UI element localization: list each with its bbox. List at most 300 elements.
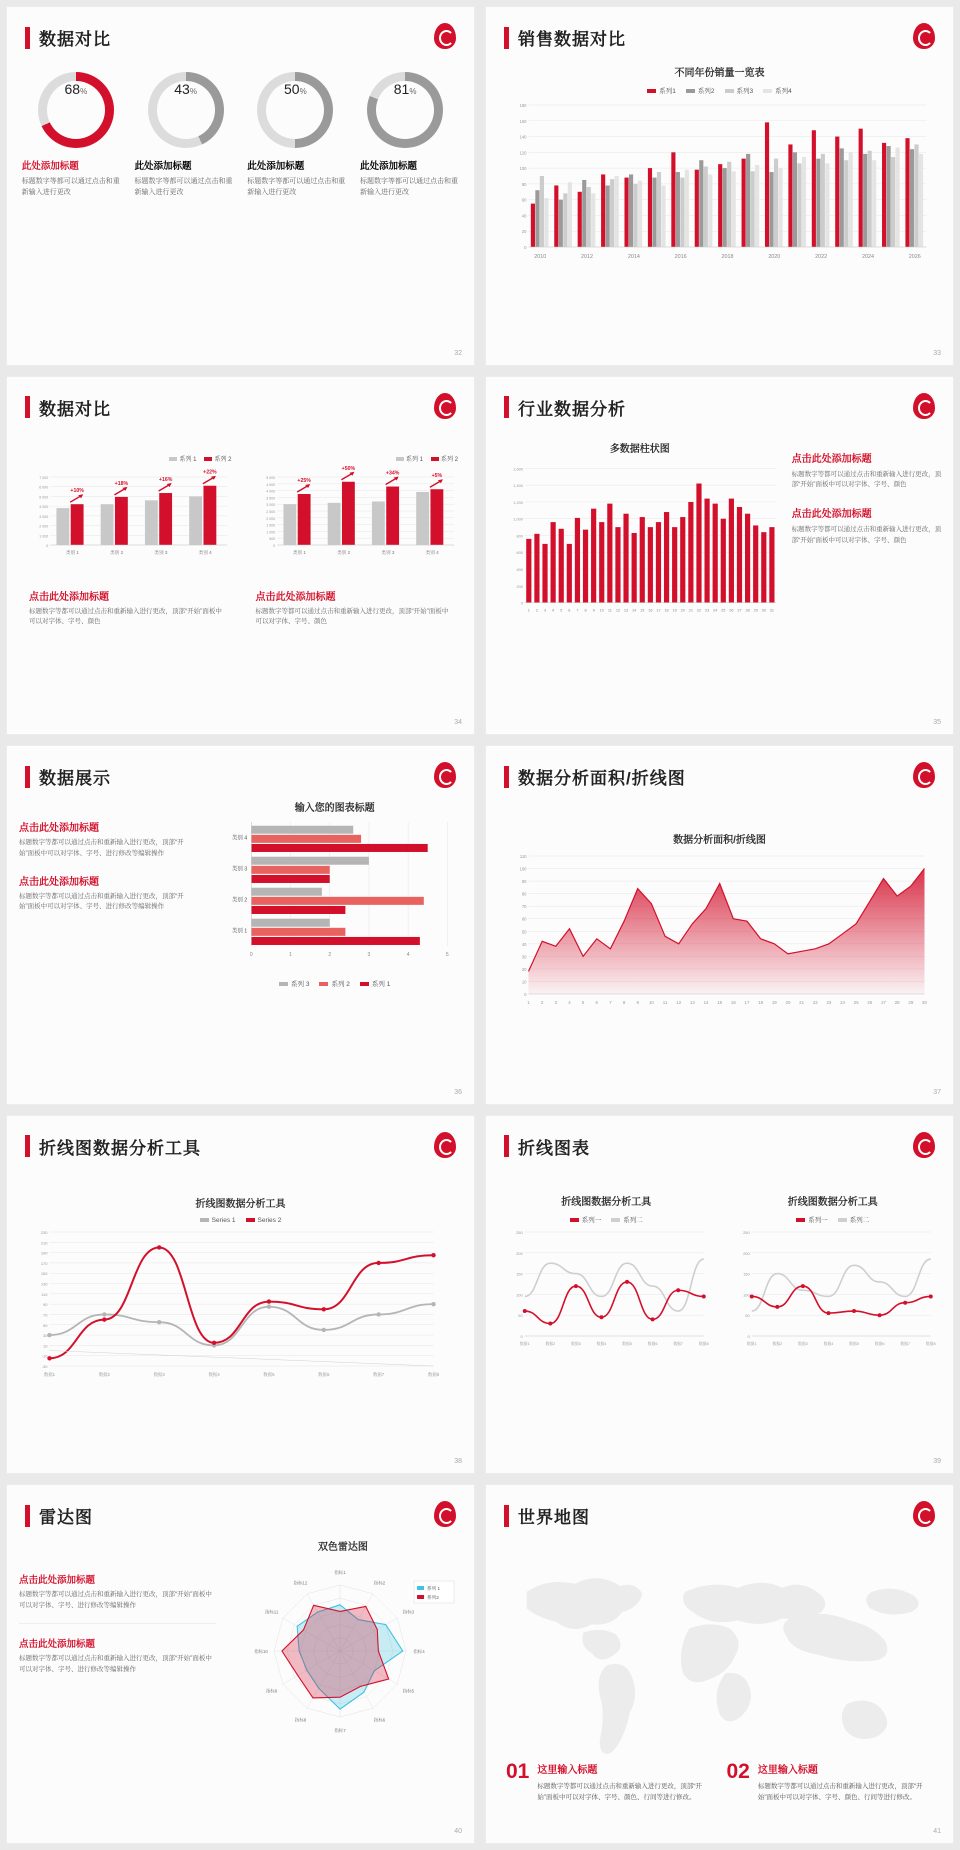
brand-logo-icon: [434, 762, 456, 788]
text-block: [244, 584, 465, 628]
svg-text:3: 3: [367, 952, 371, 959]
slide-38: [6, 1115, 475, 1475]
svg-text:指标7: 指标7: [334, 1728, 346, 1734]
legend-label: 系列一: [581, 1216, 602, 1224]
svg-text:24: 24: [840, 1000, 846, 1006]
svg-text:数据3: 数据3: [797, 1341, 808, 1346]
block-heading: 点击此处添加标题: [19, 823, 99, 835]
svg-text:30: 30: [922, 1000, 927, 1006]
legend-item: [360, 979, 390, 988]
chart-panel: [220, 1532, 466, 1753]
svg-text:数据5: 数据5: [848, 1341, 859, 1346]
callout-body: 标题数字等都可以通过点击和重新输入进行更改，顶部“开始”面板中可以对字体、字号、颜色、行间等进行修改。: [537, 1782, 703, 1801]
donut-value: 43: [174, 81, 190, 97]
svg-text:400: 400: [516, 567, 523, 572]
svg-text:11: 11: [607, 607, 612, 612]
page-number: 32: [454, 349, 462, 357]
legend-item: [570, 1215, 602, 1224]
svg-text:5 000: 5 000: [39, 495, 49, 500]
svg-text:+22%: +22%: [203, 469, 217, 476]
svg-text:数据8: 数据8: [698, 1341, 709, 1346]
svg-text:7: 7: [609, 1000, 612, 1006]
slide-33-header: [486, 7, 953, 50]
svg-text:1,000: 1,000: [513, 517, 523, 522]
svg-text:5: 5: [560, 607, 563, 612]
caption-heading: 此处添加标题: [134, 161, 192, 172]
svg-text:类别 1: 类别 1: [232, 928, 248, 935]
svg-text:类别 1: 类别 1: [65, 549, 79, 555]
legend-label: 系列 1: [405, 456, 423, 463]
callout-item: [727, 1761, 934, 1803]
caption-heading: 此处添加标题: [21, 161, 79, 172]
svg-text:26: 26: [867, 1000, 873, 1006]
donut-chart: [257, 72, 333, 148]
svg-text:190: 190: [40, 1250, 48, 1256]
donut-unit: %: [189, 87, 197, 96]
svg-text:4 000: 4 000: [265, 489, 275, 494]
slide-39-header: [486, 1116, 953, 1159]
svg-text:类别 4: 类别 4: [232, 835, 248, 842]
legend-label: 系列 1: [371, 981, 391, 989]
caption-body: 标题数字等都可以通过点击和重新输入进行更改: [134, 178, 233, 196]
svg-text:20: 20: [785, 1000, 791, 1006]
svg-text:22: 22: [696, 607, 702, 612]
svg-text:23: 23: [826, 1000, 832, 1006]
slide-37-header: [486, 746, 953, 789]
svg-text:100: 100: [519, 166, 527, 172]
svg-text:+5%: +5%: [431, 472, 442, 479]
svg-text:800: 800: [516, 534, 523, 539]
svg-text:+50%: +50%: [341, 465, 355, 472]
svg-text:指标6: 指标6: [373, 1717, 386, 1723]
legend-label: Series 2: [257, 1216, 282, 1224]
svg-text:1: 1: [289, 952, 293, 959]
donut-chart: [38, 72, 114, 148]
page-title: 折线图数据分析工具: [39, 1138, 201, 1158]
svg-text:110: 110: [519, 854, 527, 860]
svg-text:10: 10: [599, 607, 604, 612]
chart-title: 折线图数据分析工具: [787, 1196, 878, 1208]
svg-text:12: 12: [615, 607, 621, 612]
svg-text:0: 0: [250, 952, 254, 959]
legend-item: [838, 1215, 870, 1224]
line-chart: [723, 1224, 944, 1374]
svg-text:数据6: 数据6: [318, 1371, 330, 1377]
legend-label: 系列 2: [214, 456, 232, 463]
svg-text:+16%: +16%: [158, 476, 173, 483]
title-accent-bar: [504, 1135, 509, 1157]
svg-text:3: 3: [543, 607, 547, 612]
slide-39: [485, 1115, 954, 1475]
area-chart: [486, 846, 953, 1036]
legend-item: [169, 454, 196, 463]
svg-text:50: 50: [43, 1322, 48, 1328]
svg-text:40: 40: [521, 213, 527, 219]
svg-text:数据1: 数据1: [519, 1341, 530, 1346]
svg-text:2 500: 2 500: [265, 509, 275, 514]
svg-text:50: 50: [744, 1312, 750, 1318]
page-number: 39: [933, 1458, 941, 1466]
svg-text:5: 5: [581, 1000, 585, 1006]
chart-title: 折线图数据分析工具: [561, 1196, 652, 1208]
svg-text:8: 8: [622, 1000, 626, 1006]
svg-text:4: 4: [552, 607, 555, 612]
slide-36: [6, 745, 475, 1105]
svg-text:13: 13: [623, 607, 629, 612]
svg-text:25: 25: [721, 607, 726, 612]
svg-text:2024: 2024: [861, 254, 874, 260]
svg-text:数据7: 数据7: [373, 1371, 385, 1377]
svg-text:4 000: 4 000: [39, 504, 49, 509]
block-body: 标题数字等都可以通过点击和重新输入进行更改，顶部“开始”面板中可以对字体、字号、进行修改等编辑操作: [19, 1590, 216, 1624]
svg-text:1 000: 1 000: [39, 533, 49, 538]
svg-text:3 500: 3 500: [265, 495, 275, 500]
brand-logo-icon: [434, 393, 456, 419]
chart-legend: [486, 86, 953, 95]
svg-text:0: 0: [272, 543, 275, 548]
svg-text:130: 130: [40, 1281, 48, 1287]
legend-item: [279, 979, 309, 988]
svg-text:230: 230: [40, 1229, 48, 1235]
svg-text:31: 31: [769, 607, 775, 612]
slide-32: [6, 6, 475, 366]
page-number: 36: [454, 1088, 462, 1096]
svg-text:3: 3: [554, 1000, 558, 1006]
page-number: 35: [933, 719, 941, 727]
svg-text:16: 16: [730, 1000, 736, 1006]
chart-legend: [244, 454, 465, 463]
svg-text:数据6: 数据6: [874, 1341, 884, 1346]
svg-text:3 000: 3 000: [39, 514, 49, 519]
svg-text:12: 12: [676, 1000, 682, 1006]
svg-text:2018: 2018: [721, 254, 734, 260]
svg-text:0: 0: [46, 543, 49, 548]
svg-text:1 000: 1 000: [265, 529, 275, 534]
svg-text:26: 26: [729, 607, 734, 612]
svg-text:指标5: 指标5: [402, 1688, 414, 1694]
chart-legend: [205, 979, 464, 988]
page-number: 34: [454, 719, 462, 727]
donut-unit: %: [299, 87, 307, 96]
svg-text:180: 180: [519, 103, 527, 108]
chart-legend: [723, 1215, 944, 1224]
legend-label: 系列二: [849, 1216, 870, 1224]
svg-text:0: 0: [747, 1333, 750, 1339]
chart-title: 输入您的图表标题: [294, 803, 375, 815]
legend-item: [796, 1215, 828, 1224]
callout-number: 02: [726, 1759, 750, 1783]
svg-text:数据7: 数据7: [673, 1341, 684, 1346]
svg-text:数据7: 数据7: [899, 1341, 910, 1346]
callout-body: 标题数字等都可以通过点击和重新输入进行更改，顶部“开始”面板中可以对字体、字号、颜色、行间等进行修改。: [757, 1782, 923, 1801]
svg-text:+34%: +34%: [385, 470, 399, 477]
bar-chart: [496, 455, 784, 640]
svg-text:数据2: 数据2: [545, 1341, 556, 1346]
svg-text:200: 200: [742, 1250, 750, 1256]
svg-text:160: 160: [519, 118, 527, 124]
svg-text:11: 11: [662, 1000, 668, 1006]
title-accent-bar: [25, 766, 30, 788]
title-accent-bar: [25, 27, 30, 49]
svg-text:2012: 2012: [581, 254, 594, 260]
svg-text:40: 40: [521, 942, 527, 948]
chart-legend: [17, 454, 238, 463]
svg-text:20: 20: [521, 967, 527, 973]
legend-item: [725, 86, 754, 95]
svg-text:2 000: 2 000: [265, 516, 275, 521]
block-heading: 点击此处添加标题: [255, 591, 336, 603]
legend-item: [763, 86, 792, 95]
svg-text:4: 4: [568, 1000, 571, 1006]
svg-text:19: 19: [672, 607, 677, 612]
title-accent-bar: [25, 1135, 30, 1157]
svg-text:1 500: 1 500: [265, 523, 275, 528]
svg-text:23: 23: [704, 607, 710, 612]
svg-text:数据3: 数据3: [153, 1371, 165, 1377]
svg-text:1,600: 1,600: [513, 466, 523, 471]
svg-text:系列 1: 系列 1: [426, 1586, 440, 1592]
svg-text:1,200: 1,200: [513, 500, 523, 505]
caption-heading: 此处添加标题: [360, 161, 418, 172]
chart-title: 双色雷达图: [317, 1542, 368, 1554]
chart-panel-right: [244, 454, 465, 578]
brand-logo-icon: [913, 1501, 935, 1527]
bar-chart: [17, 463, 238, 573]
svg-text:指标3: 指标3: [402, 1609, 414, 1615]
svg-text:17: 17: [744, 1000, 750, 1006]
svg-text:数据5: 数据5: [263, 1371, 275, 1377]
svg-text:2010: 2010: [534, 254, 547, 260]
page-number: 33: [933, 349, 941, 357]
page-title: 雷达图: [39, 1508, 93, 1528]
legend-label: 系列4: [775, 88, 792, 95]
caption-body: 标题数字等都可以通过点击和重新输入进行更改: [21, 178, 120, 196]
page-title: 折线图表: [518, 1138, 590, 1158]
caption-heading: 此处添加标题: [247, 161, 305, 172]
text-panel: [19, 1532, 216, 1753]
brand-logo-icon: [913, 23, 935, 49]
chart-legend: [7, 1217, 474, 1224]
svg-text:6: 6: [595, 1000, 599, 1006]
page-title: 世界地图: [518, 1508, 590, 1528]
chart-panel: [205, 793, 464, 988]
legend-item: [611, 1215, 643, 1224]
svg-text:50: 50: [518, 1312, 523, 1318]
svg-text:2014: 2014: [627, 254, 640, 260]
svg-text:0: 0: [520, 1333, 523, 1339]
svg-text:600: 600: [516, 550, 523, 555]
legend-label: Series 1: [211, 1216, 236, 1224]
svg-text:200: 200: [516, 1250, 523, 1256]
svg-text:9: 9: [592, 607, 595, 612]
svg-text:数据4: 数据4: [208, 1371, 220, 1377]
block-body: 标题数字等都可以通过点击和重新输入进行更改，顶部“开始”面板中可以对字体、字号、进行修改等编辑操作: [19, 839, 184, 857]
caption-item: [247, 158, 346, 199]
slide-40: [6, 1484, 475, 1844]
block-body: 标题数字等都可以通过点击和重新输入进行更改，顶部“开始”面板中可以对字体、字号、进行修改等编辑操作: [19, 892, 184, 911]
svg-text:5 000: 5 000: [265, 475, 275, 480]
svg-text:50: 50: [521, 929, 527, 935]
block-heading: 点击此处添加标题: [791, 453, 872, 465]
slide-33: [485, 6, 954, 366]
donut-captions: [7, 148, 474, 199]
svg-text:2016: 2016: [674, 254, 687, 260]
svg-text:+18%: +18%: [114, 480, 129, 487]
slide-35-header: [486, 377, 953, 420]
svg-text:1: 1: [527, 1000, 530, 1006]
svg-text:系列2: 系列2: [426, 1595, 439, 1601]
svg-text:类别 3: 类别 3: [380, 549, 394, 555]
svg-text:14: 14: [703, 1000, 709, 1006]
brand-logo-icon: [913, 762, 935, 788]
svg-text:25: 25: [853, 1000, 859, 1006]
svg-text:数据5: 数据5: [622, 1341, 632, 1346]
title-accent-bar: [504, 396, 509, 418]
block-body: 标题数字等都可以通过点击和重新输入进行更改，顶部“开始”面板中可以对字体、字号、颜色: [791, 470, 942, 489]
svg-text:2026: 2026: [908, 254, 921, 260]
text-panel: [792, 426, 943, 645]
block-heading: 点击此处添加标题: [19, 1639, 96, 1651]
bar-chart: [486, 95, 953, 285]
svg-text:120: 120: [519, 150, 527, 156]
caption-item: [360, 158, 459, 199]
title-accent-bar: [504, 766, 509, 788]
svg-text:30: 30: [43, 1332, 48, 1338]
block-body: 标题数字等都可以通过点击和重新输入进行更改，顶部“开始”面板中可以对字体、字号、颜色: [791, 526, 942, 544]
chart-title: 数据分析面积/折线图: [673, 835, 766, 847]
svg-text:类别 4: 类别 4: [198, 549, 212, 555]
svg-text:指标8: 指标8: [294, 1717, 307, 1723]
svg-text:90: 90: [521, 879, 527, 885]
caption-body: 标题数字等都可以通过点击和重新输入进行更改: [247, 178, 346, 196]
svg-text:10: 10: [648, 1000, 654, 1006]
svg-text:250: 250: [516, 1229, 523, 1235]
page-title: 数据对比: [39, 399, 111, 419]
page-number: 40: [454, 1828, 462, 1835]
caption-body: 标题数字等都可以通过点击和重新输入进行更改: [360, 178, 459, 196]
legend-item: [319, 979, 349, 988]
donut-row: [7, 50, 474, 148]
legend-item: [686, 86, 715, 95]
slide-34: [6, 376, 475, 736]
svg-text:6: 6: [568, 607, 571, 612]
svg-text:2: 2: [535, 607, 538, 612]
legend-item: [396, 454, 423, 463]
svg-text:数据2: 数据2: [771, 1341, 782, 1346]
svg-text:14: 14: [632, 607, 637, 612]
page-title: 数据分析面积/折线图: [518, 769, 686, 789]
svg-text:5: 5: [446, 952, 450, 959]
svg-text:10: 10: [43, 1343, 48, 1349]
svg-text:1: 1: [527, 607, 530, 612]
svg-text:80: 80: [521, 181, 527, 187]
svg-text:170: 170: [40, 1260, 48, 1266]
title-accent-bar: [504, 1505, 509, 1527]
svg-text:-30: -30: [41, 1363, 48, 1369]
chart-panel-right: [723, 1173, 944, 1379]
svg-text:数据4: 数据4: [823, 1341, 833, 1346]
legend-label: 系列3: [736, 88, 754, 95]
chart-panel: [496, 426, 784, 645]
svg-text:7 000: 7 000: [39, 475, 49, 480]
svg-text:数据3: 数据3: [571, 1341, 581, 1346]
svg-text:8: 8: [584, 607, 587, 612]
svg-text:29: 29: [908, 1000, 914, 1006]
block-body: 标题数字等都可以通过点击和重新输入进行更改，顶部“开始”面板中可以对字体、字号、进行修改等编辑操作: [19, 1655, 212, 1673]
svg-text:24: 24: [713, 607, 718, 612]
chart-title: 多数据柱状图: [609, 443, 670, 455]
horizontal-bar-chart: [205, 814, 464, 974]
legend-item: [204, 454, 231, 463]
svg-text:类别 3: 类别 3: [154, 549, 168, 555]
block-heading: 点击此处添加标题: [19, 876, 99, 888]
svg-text:150: 150: [516, 1271, 523, 1277]
page-title: 行业数据分析: [518, 399, 626, 419]
svg-text:60: 60: [521, 197, 527, 203]
legend-label: 系列2: [697, 88, 715, 95]
svg-text:指标12: 指标12: [293, 1580, 308, 1586]
slide-36-header: [7, 746, 474, 789]
legend-label: 系列 2: [331, 981, 350, 989]
svg-text:110: 110: [41, 1291, 48, 1297]
svg-text:250: 250: [742, 1229, 750, 1235]
svg-text:2022: 2022: [815, 254, 828, 260]
donut-value: 50: [284, 81, 300, 97]
page-number: 38: [454, 1458, 462, 1466]
svg-text:6 000: 6 000: [39, 485, 49, 490]
svg-text:2: 2: [328, 952, 332, 959]
svg-text:18: 18: [758, 1000, 764, 1006]
svg-text:类别 4: 类别 4: [425, 549, 439, 555]
svg-text:27: 27: [737, 607, 742, 612]
page-title: 数据对比: [39, 30, 111, 49]
slide-34-header: [7, 377, 474, 420]
svg-text:类别 3: 类别 3: [232, 866, 248, 873]
legend-label: 系列1: [659, 88, 676, 95]
block-heading: 点击此处添加标题: [19, 1575, 96, 1587]
legend-item: [200, 1217, 236, 1224]
svg-text:150: 150: [40, 1271, 48, 1277]
line-chart: [7, 1224, 474, 1409]
chart-legend: [496, 1215, 717, 1224]
svg-text:140: 140: [519, 134, 527, 140]
slide-37: [485, 745, 954, 1105]
svg-text:210: 210: [40, 1240, 48, 1246]
title-accent-bar: [25, 396, 30, 418]
svg-text:30: 30: [761, 607, 766, 612]
donut-value: 68: [64, 81, 81, 97]
legend-label: 系列二: [623, 1216, 643, 1224]
svg-text:80: 80: [521, 891, 527, 897]
svg-text:100: 100: [742, 1292, 750, 1298]
chart-title: 折线图数据分析工具: [195, 1198, 286, 1210]
page-number: 41: [933, 1828, 941, 1835]
svg-text:27: 27: [881, 1000, 886, 1006]
brand-logo-icon: [913, 393, 935, 419]
radar-chart: [220, 1553, 466, 1748]
svg-text:60: 60: [521, 916, 527, 922]
svg-text:100: 100: [516, 1292, 523, 1298]
caption-item: [22, 158, 121, 199]
legend-label: 系列 1: [179, 456, 197, 463]
chart-title: 不同年份销量一览表: [674, 68, 765, 79]
svg-text:500: 500: [268, 536, 275, 541]
svg-text:数据8: 数据8: [925, 1341, 936, 1346]
svg-text:数据6: 数据6: [647, 1341, 658, 1346]
donut-chart: [367, 72, 443, 148]
callout-row: [486, 1761, 953, 1803]
svg-text:指标9: 指标9: [265, 1688, 278, 1694]
